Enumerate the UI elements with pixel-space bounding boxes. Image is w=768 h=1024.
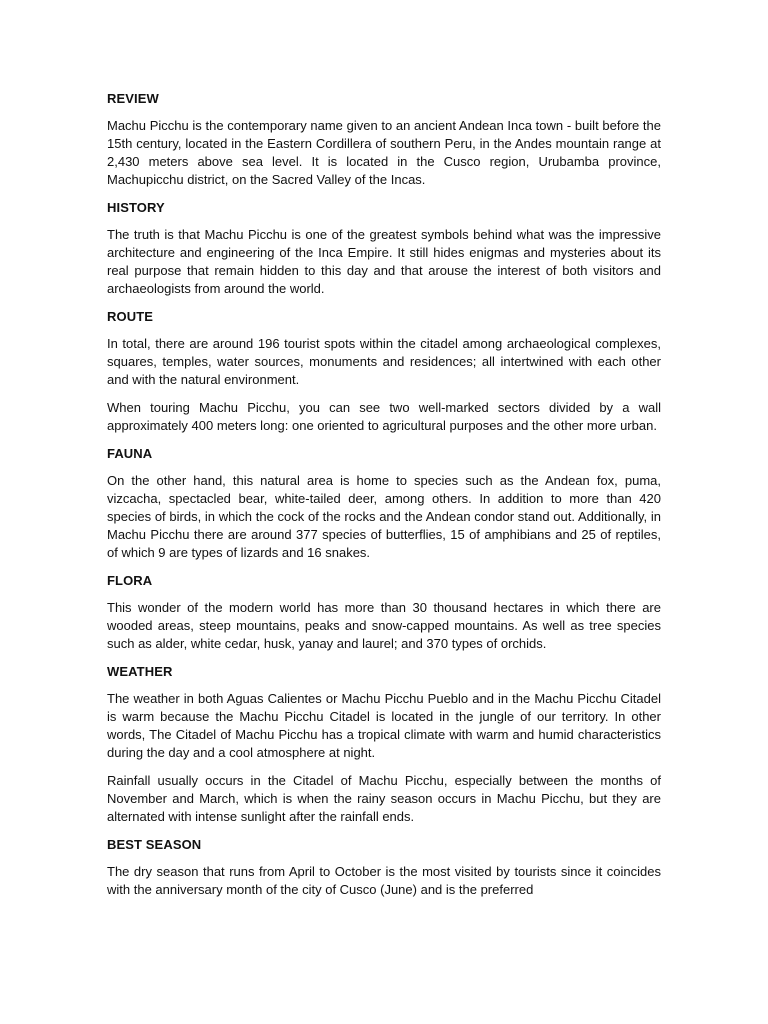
section-history (107, 199, 661, 298)
section-heading: FAUNA (107, 446, 153, 461)
section-fauna (107, 445, 661, 562)
section-paragraph: Machu Picchu is the contemporary name given to an ancient Andean Inca town - built before the 15th century, located in the Eastern Cordillera of southern Peru, in the Andes mountain range at 2,430 meters above sea level. It is located in the Cusco region, Urubamba province, Machupicchu district, on the Sacred Valley of the Incas. (107, 118, 661, 187)
section-heading: BEST SEASON (107, 837, 202, 852)
section-heading: FLORA (107, 573, 153, 588)
document-page (107, 90, 661, 909)
section-flora (107, 572, 661, 653)
section-route (107, 308, 661, 435)
section-heading: WEATHER (107, 664, 173, 679)
section-paragraph: The dry season that runs from April to October is the most visited by tourists since it coincides with the anniversary month of the city of Cusco (June) and is the preferred (107, 864, 661, 897)
section-heading: HISTORY (107, 200, 165, 215)
section-paragraph: Rainfall usually occurs in the Citadel of Machu Picchu, especially between the months of November and March, which is when the rainy season occurs in Machu Picchu, but they are alternated with intense sunlight after the rainfall ends. (107, 773, 661, 824)
section-paragraph: On the other hand, this natural area is home to species such as the Andean fox, puma, vizcacha, spectacled bear, white-tailed deer, among others. In addition to more than 420 species of birds, in which the cock of the rocks and the Andean condor stand out. Additionally, in Machu Picchu there are around 377 species of butterflies, 15 of amphibians and 25 of reptiles, of which 9 are types of lizards and 16 snakes. (107, 473, 661, 560)
section-paragraph: When touring Machu Picchu, you can see two well-marked sectors divided by a wall approximately 400 meters long: one oriented to agricultural purposes and the other more urban. (107, 400, 661, 433)
section-heading: REVIEW (107, 91, 159, 106)
section-best-season (107, 836, 661, 899)
section-weather (107, 663, 661, 826)
section-paragraph: The truth is that Machu Picchu is one of the greatest symbols behind what was the impressive architecture and engineering of the Inca Empire. It still hides enigmas and mysteries about its real purpose that remain hidden to this day and that arouse the interest of both visitors and archaeologists from around the world. (107, 227, 661, 296)
section-paragraph: In total, there are around 196 tourist spots within the citadel among archaeological complexes, squares, temples, water sources, monuments and residences; all intertwined with each other and with the natural environment. (107, 336, 661, 387)
section-heading: ROUTE (107, 309, 153, 324)
section-review (107, 90, 661, 189)
section-paragraph: The weather in both Aguas Calientes or Machu Picchu Pueblo and in the Machu Picchu Citadel is warm because the Machu Picchu Citadel is located in the jungle of our territory. In other words, The Citadel of Machu Picchu has a tropical climate with warm and humid characteristics during the day and a cool atmosphere at night. (107, 691, 661, 760)
section-paragraph: This wonder of the modern world has more than 30 thousand hectares in which there are wooded areas, steep mountains, peaks and snow-capped mountains. As well as tree species such as alder, white cedar, husk, yanay and laurel; and 370 types of orchids. (107, 600, 661, 651)
